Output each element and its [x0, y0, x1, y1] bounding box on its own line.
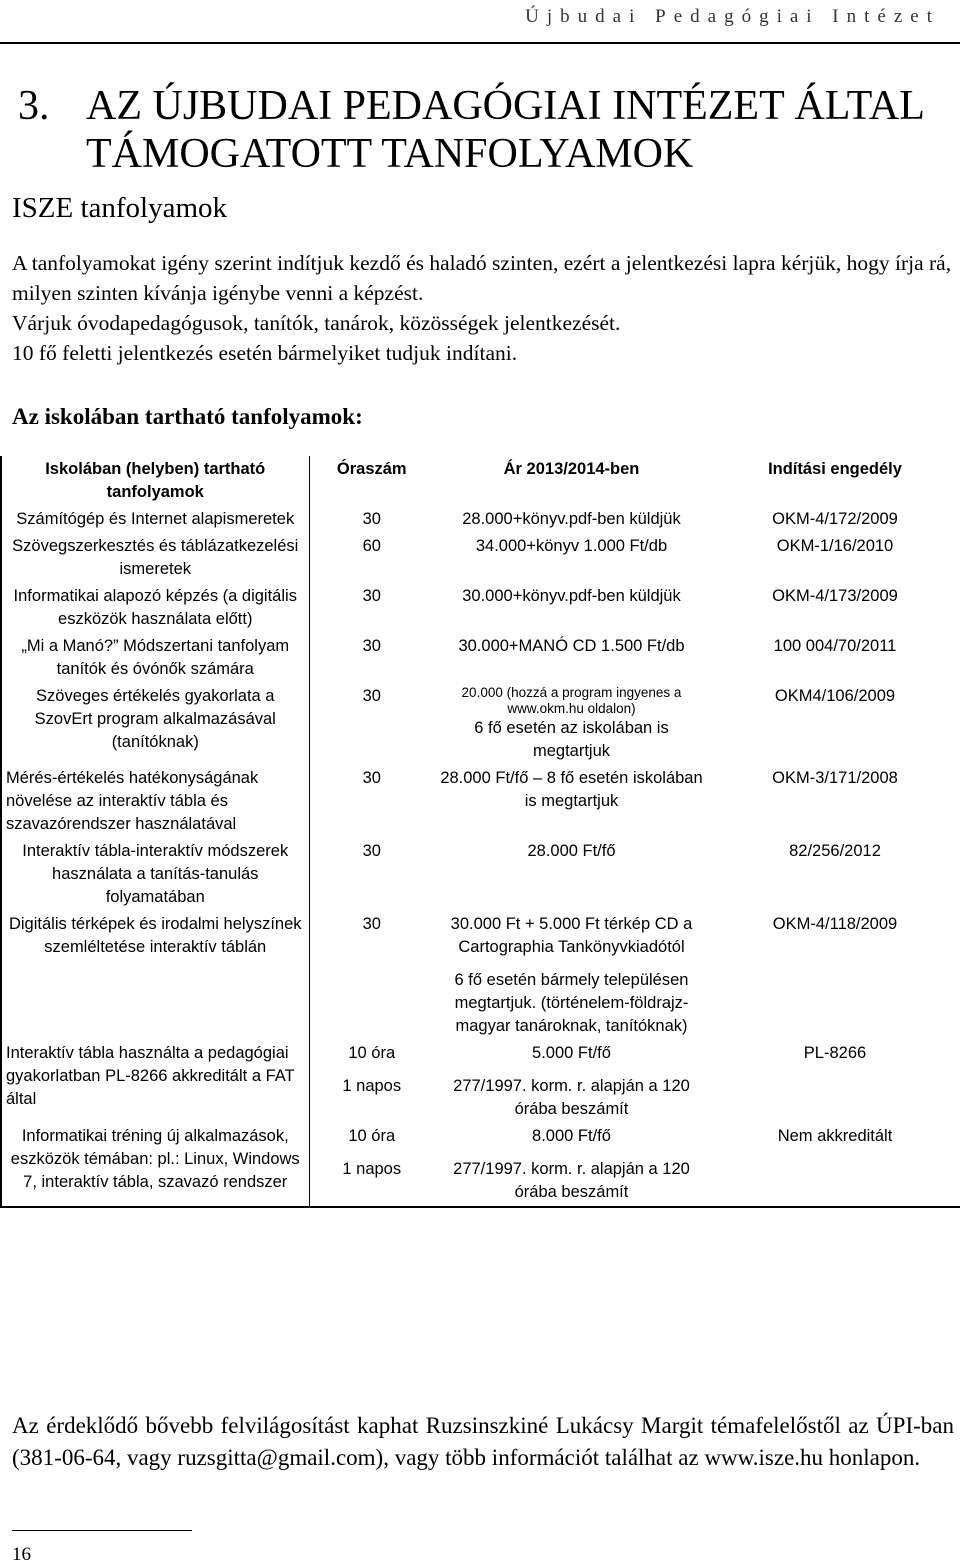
course-duration: 1 napos: [342, 1160, 402, 1178]
intro-paragraph: 10 fő feletti jelentkezés esetén bármelyiket tudjuk indítani.: [12, 341, 518, 365]
course-permit: 82/256/2012: [789, 842, 881, 860]
course-permit: OKM-4/118/2009: [772, 915, 898, 933]
course-name: Szövegszerkesztés és táblázatkezelési ismeretek: [1, 533, 309, 583]
course-price: 30.000+könyv.pdf-ben küldjük: [462, 587, 681, 605]
course-permit: PL-8266: [803, 1044, 867, 1062]
table-row: [1, 633, 960, 683]
table-row: [1, 765, 960, 838]
table-row: [1, 533, 960, 583]
courses-table: [0, 456, 960, 1208]
intro-text: [12, 248, 956, 368]
course-permit: 100 004/70/2011: [773, 637, 897, 655]
course-hours-cell: [309, 1123, 434, 1207]
course-price: 30.000 Ft + 5.000 Ft térkép CD a Cartographia Tankönyvkiadótól: [450, 915, 693, 956]
table-row: [1, 838, 960, 911]
course-permit: OKM-1/16/2010: [776, 537, 894, 555]
course-price-note: 277/1997. korm. r. alapján a 120 órába beszámít: [453, 1160, 690, 1201]
course-price: 28.000+könyv.pdf-ben küldjük: [462, 510, 681, 528]
course-hours: 30: [362, 915, 381, 933]
course-price-note: 6 fő esetén bármely településen megtartjuk. (történelem-földrajz-magyar tanároknak, tanítóknak): [454, 971, 689, 1035]
course-name: Szöveges értékelés gyakorlata a SzovErt program alkalmazásával (tanítóknak): [1, 683, 309, 765]
course-name: Informatikai alapozó képzés (a digitális eszközök használata előtt): [1, 583, 309, 633]
chapter-title: AZ ÚJBUDAI PEDAGÓGIAI INTÉZET ÁLTAL TÁMOGATOTT TANFOLYAMOK: [86, 83, 924, 177]
course-permit: OKM-4/172/2009: [772, 510, 898, 528]
course-name: Interaktív tábla-interaktív módszerek használata a tanítás-tanulás folyamatában: [1, 838, 309, 911]
course-name: „Mi a Manó?” Módszertani tanfolyam tanítók és óvónők számára: [1, 633, 309, 683]
course-hours: 30: [362, 842, 381, 860]
course-duration: 1 napos: [342, 1077, 402, 1095]
footer-rule: [12, 1530, 192, 1531]
course-permit: Nem akkreditált: [777, 1127, 893, 1145]
table-row: [1, 1123, 960, 1207]
table-row: [1, 683, 960, 765]
course-price: 30.000+MANÓ CD 1.500 Ft/db: [458, 637, 685, 655]
course-price: 5.000 Ft/fő: [532, 1044, 611, 1062]
course-permit: OKM-3/171/2008: [772, 769, 898, 787]
course-name: Interaktív tábla használta a pedagógiai gyakorlatban PL-8266 akkreditált a FAT által: [1, 1040, 309, 1123]
header-price: Ár 2013/2014-ben: [503, 460, 640, 478]
course-hours: 60: [362, 537, 381, 555]
course-name: Informatikai tréning új alkalmazások, eszközök témában: pl.: Linux, Windows 7, interaktív tábla, szavazó rendszer: [1, 1123, 309, 1207]
intro-paragraph: Várjuk óvodapedagógusok, tanítók, tanárok, közösségek jelentkezését.: [12, 311, 621, 335]
table-row: [1, 583, 960, 633]
course-price-note: 6 fő esetén az iskolában is megtartjuk: [474, 719, 669, 760]
course-hours-cell: [309, 1040, 434, 1123]
course-hours: 30: [362, 769, 381, 787]
course-name: Digitális térképek és irodalmi helyszínek szemléltetése interaktív táblán: [1, 911, 309, 1040]
contact-paragraph: Az érdeklődő bővebb felvilágosítást kaphat Ruzsinszkiné Lukácsy Margit témafelelőstől az ÚPI-ban (381-06-64, vagy ruzsgitta@gmail.com), vagy több információt találhat az www.isze.hu honlapon.: [12, 1413, 954, 1470]
course-price-cell: [434, 911, 709, 1040]
page-number: 16: [12, 1544, 31, 1565]
table-row: [1, 506, 960, 533]
running-header: Újbudai Pedagógiai Intézet: [525, 6, 940, 27]
section-title: ISZE tanfolyamok: [12, 192, 228, 224]
course-hours: 10 óra: [348, 1044, 396, 1062]
header-permit: Indítási engedély: [768, 460, 902, 478]
course-price-cell: [434, 683, 709, 765]
chapter-number: 3.: [18, 83, 50, 129]
course-price-note: 277/1997. korm. r. alapján a 120 órába beszámít: [453, 1077, 690, 1118]
table-row: [1, 1040, 960, 1123]
intro-paragraph: A tanfolyamokat igény szerint indítjuk kezdő és haladó szinten, ezért a jelentkezési lapra kérjük, hogy írja rá, milyen szinten kívánja igénybe venni a képzést.: [12, 251, 952, 305]
course-price: 28.000 Ft/fő: [527, 842, 616, 860]
course-permit: OKM-4/173/2009: [772, 587, 898, 605]
course-hours: 10 óra: [348, 1127, 396, 1145]
course-name: Számítógép és Internet alapismeretek: [1, 506, 309, 533]
table-header-row: [1, 456, 960, 506]
header-hours: Óraszám: [336, 460, 407, 478]
course-permit: OKM4/106/2009: [774, 687, 896, 705]
course-price: 8.000 Ft/fő: [532, 1127, 611, 1145]
course-name: Mérés-értékelés hatékonyságának növelése az interaktív tábla és szavazórendszer használatával: [1, 765, 309, 838]
header-name: Iskolában (helyben) tartható tanfolyamok: [1, 456, 309, 506]
course-price-cell: [434, 1040, 709, 1123]
course-price: 28.000 Ft/fő – 8 fő esetén iskolában is megtartjuk: [440, 769, 703, 810]
course-hours: 30: [362, 637, 381, 655]
course-hours: 30: [362, 510, 381, 528]
subheading: Az iskolában tartható tanfolyamok:: [12, 404, 363, 429]
course-hours: 30: [362, 587, 381, 605]
table-row: [1, 911, 960, 1040]
course-price-cell: [434, 1123, 709, 1207]
course-price: 34.000+könyv 1.000 Ft/db: [475, 537, 668, 555]
header-rule: [0, 42, 960, 44]
course-price: 20.000 (hozzá a program ingyenes a www.okm.hu oldalon): [461, 685, 682, 716]
course-hours: 30: [362, 687, 381, 705]
